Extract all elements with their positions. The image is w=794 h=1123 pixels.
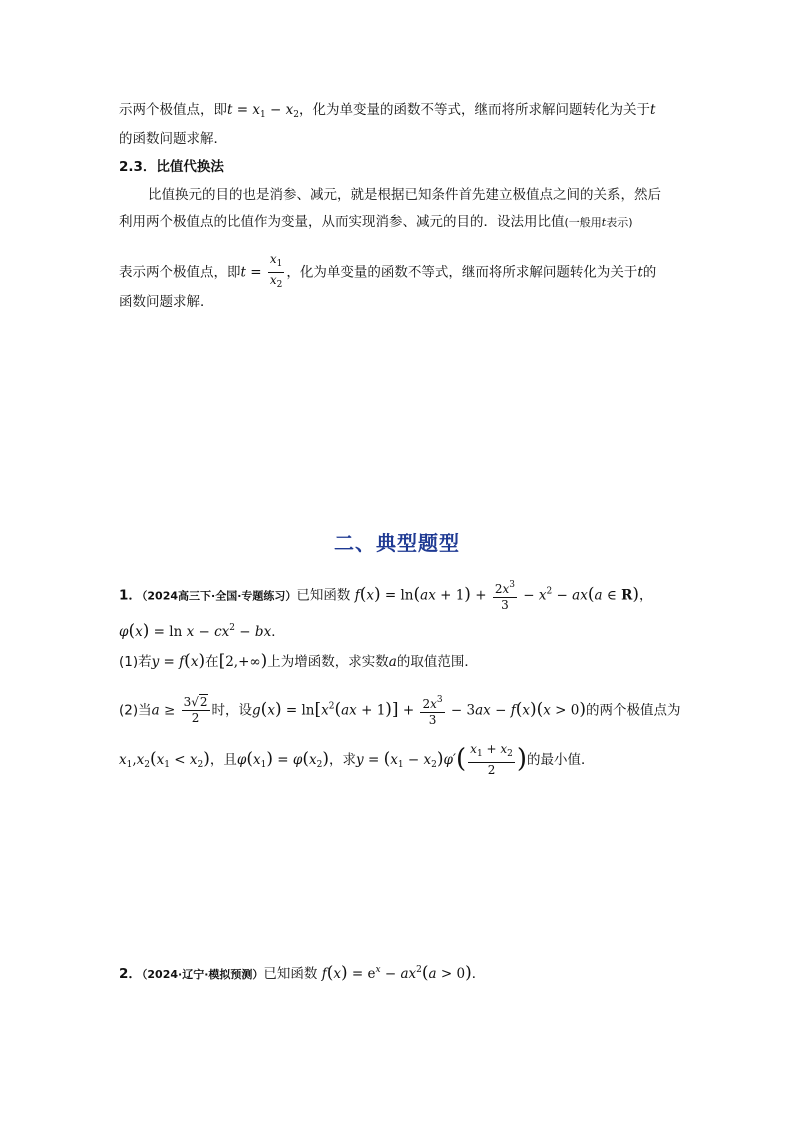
text-line: 示两个极值点，即$t = x_1 - x_2$，化为单变量的函数不等式，继而将所求解问题转化为关于t [119, 102, 656, 120]
question-source: （2024·辽宁·模拟预测） [141, 968, 264, 981]
text: 若 [138, 654, 152, 670]
question-line: 2．（2024·辽宁·模拟预测）已知函数 $f(x) = e^x - ax^2(a > 0)$． [119, 963, 486, 983]
question-part: (2)当a ≥ $\frac{3√2}{2}$ 时，设$g(x) = \ln[x^2(ax + 1)]$ + $\frac{2x^3}{3}$ − 3ax − f(x)(x > 0)的两个极值点为 [119, 695, 681, 727]
text: 在 [205, 654, 219, 670]
question-source: （2024高三下·全国·专题练习） [141, 589, 297, 603]
question-part: (1)若y = f(x)在[2,+∞)上为增函数，求实数a的取值范围． [119, 651, 478, 671]
part-label: (1) [119, 654, 139, 670]
note: (一般用 [564, 216, 602, 229]
section-title: 2.3．比值代换法 [119, 159, 224, 175]
paragraph-line: 表示两个极值点，即t = $\frac{x_1}{x_2}$ ，化为单变量的函数不等式，继而将所求解问题转化为关于t的 [119, 252, 676, 293]
text: ，化为单变量的函数不等式，继而将所求解问题转化为关于 [298, 102, 650, 118]
text: 的函数问题求解． [119, 131, 227, 147]
paragraph-line: 利用两个极值点的比值作为变量，从而实现消参、减元的目的．设法用比值(一般用t表示) [119, 214, 633, 230]
text: 已知函数 [296, 587, 351, 604]
question-line: 1．（2024高三下·全国·专题练习）已知函数 f(x) = ln(ax + 1) + $\frac{2x^3}{3}$ − $x^2 - ax(a$ ∈ R)， [119, 580, 653, 612]
fraction: $\frac{x_1}{x_2}$ [269, 252, 283, 290]
text: 当 [138, 702, 152, 719]
text: 的最小值． [527, 752, 595, 768]
text: 示两个极值点，即 [119, 102, 227, 118]
section-heading: 二、典型题型 [334, 531, 460, 555]
text: 利用两个极值点的比值作为变量，从而实现消参、减元的目的．设法用比值 [119, 214, 565, 230]
text-line [119, 129, 676, 149]
text: 已知函数 [263, 966, 318, 982]
part-label: (2) [119, 702, 139, 719]
text: ，化为单变量的函数不等式，继而将所求解问题转化为关于 [286, 264, 638, 281]
paragraph-line: 比值换元的目的也是消参、减元，就是根据已知条件首先建立极值点之间的关系，然后 [148, 187, 661, 203]
note: 表示) [606, 216, 633, 229]
text: 上为增函数，求实数 [267, 654, 389, 670]
question-part: $x_1,x_2(x_1 < x_2)$，且$\varphi(x_1) = \varphi(x_2)$，求$y = (x_1 - x_2)\varphi'$( $\frac{x_1 + x_2}{2}$ )的最小值． [119, 742, 595, 777]
text: ，求 [329, 752, 357, 768]
question-number: 2． [119, 966, 142, 982]
text: 的 [642, 264, 657, 281]
text: 的取值范围． [396, 654, 478, 670]
text: 时，设 [211, 702, 253, 719]
formula-line: $\varphi(x) = \ln x - cx^2$ − bx． [119, 621, 285, 641]
text: ，且 [209, 752, 237, 768]
formula: t [227, 102, 233, 118]
text: 表示两个极值点，即 [119, 264, 241, 281]
question-number: 1． [119, 587, 142, 604]
text: 的两个极值点为 [585, 702, 681, 719]
paragraph-line: 函数问题求解． [119, 294, 214, 310]
